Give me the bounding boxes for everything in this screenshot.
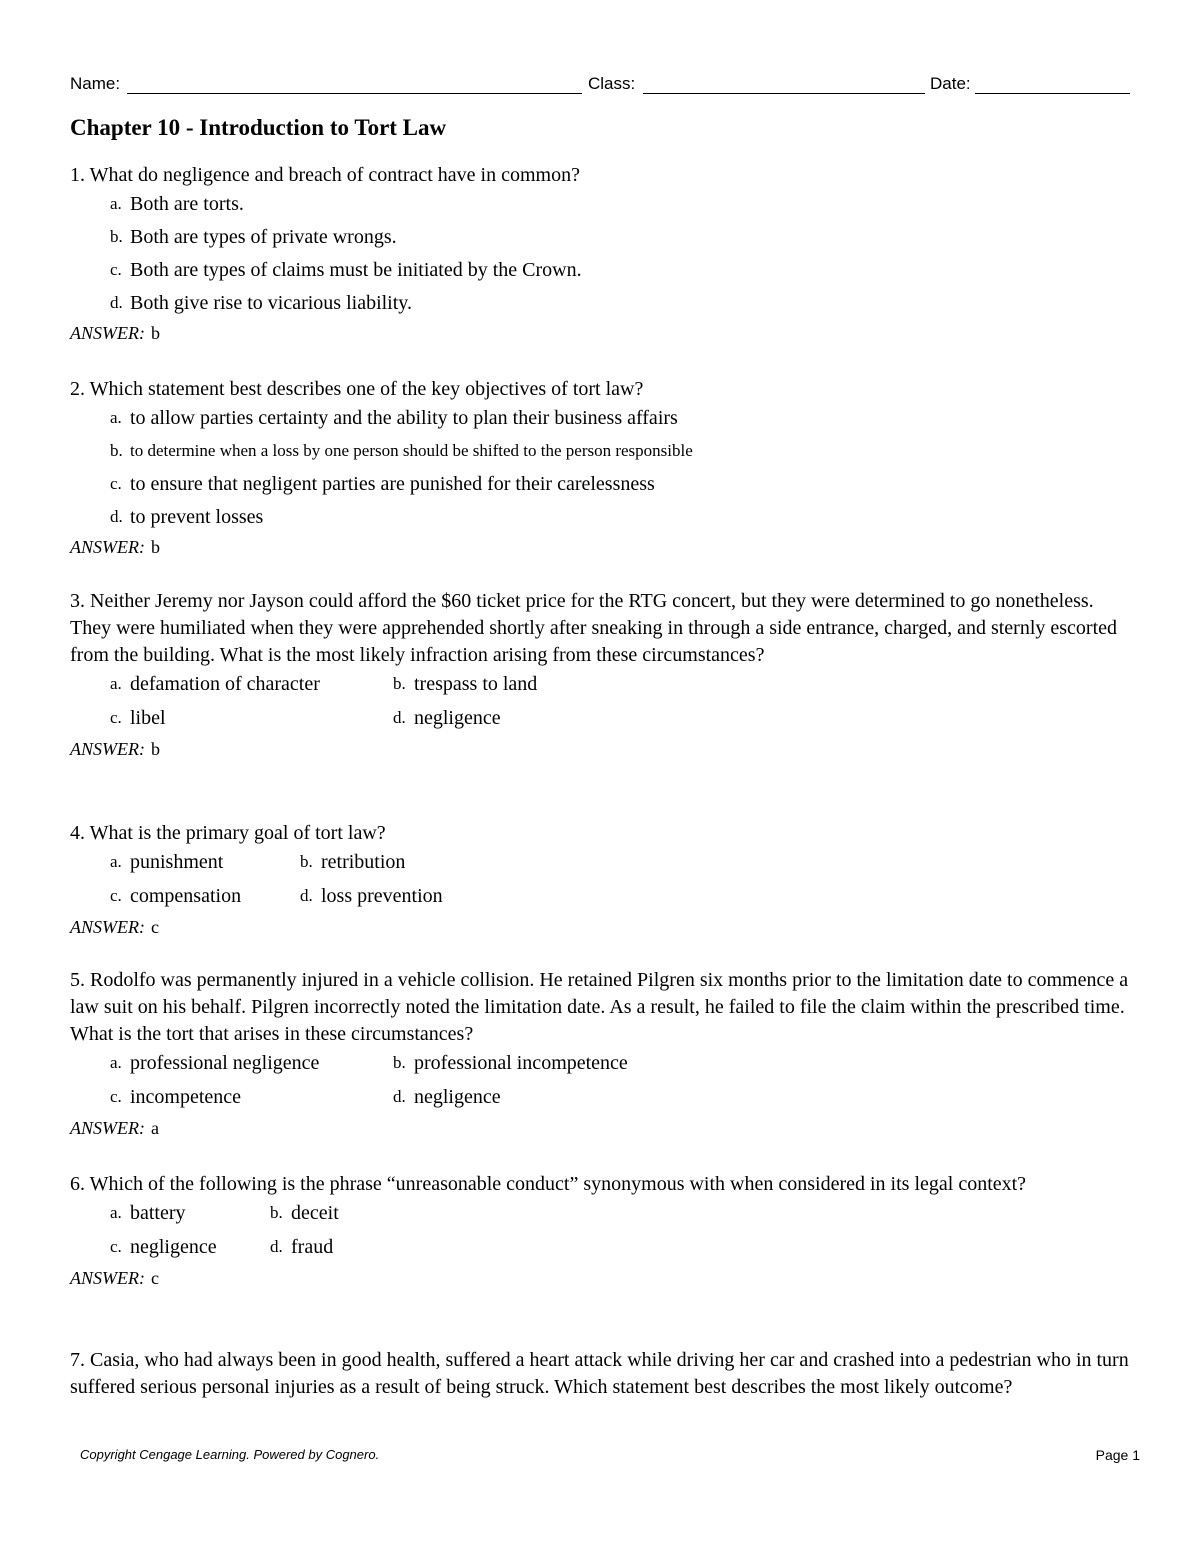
copyright-text: Copyright Cengage Learning. Powered by Cognero.	[80, 1447, 380, 1462]
page-number: Page 1	[1095, 1447, 1140, 1463]
answer-line	[70, 1266, 1132, 1290]
option-letter: c.	[110, 474, 122, 493]
option-letter: b.	[270, 1203, 283, 1222]
option-letter: c.	[110, 1237, 122, 1256]
option-d	[70, 502, 1132, 535]
option-text: trespass to land	[414, 673, 538, 695]
student-info-header	[70, 72, 1130, 96]
page-footer	[80, 1447, 1140, 1462]
option-text: loss prevention	[321, 885, 443, 907]
option-row	[70, 703, 1132, 737]
question-stem: What do negligence and breach of contract have in common?	[89, 164, 580, 186]
question-number: 4.	[70, 822, 85, 844]
question-6	[70, 1171, 1132, 1290]
answer-value: c	[150, 917, 159, 937]
option-letter: b.	[300, 852, 313, 871]
question-text	[70, 820, 1132, 847]
page-title: Chapter 10 - Introduction to Tort Law	[70, 115, 447, 140]
answer-label: ANSWER:	[70, 1268, 145, 1288]
answer-value: b	[150, 739, 160, 759]
option-text: negligence	[414, 1086, 501, 1108]
question-2	[70, 376, 1132, 559]
option-letter: a.	[110, 408, 122, 427]
option-letter: b.	[110, 227, 123, 246]
option-row	[70, 1048, 1132, 1082]
answer-line	[70, 737, 1132, 761]
question-number: 5.	[70, 969, 85, 991]
question-7	[70, 1347, 1132, 1401]
option-text: deceit	[291, 1202, 339, 1224]
option-text: professional negligence	[130, 1052, 320, 1074]
option-text: negligence	[414, 707, 501, 729]
question-number: 2.	[70, 378, 85, 400]
option-text: professional incompetence	[414, 1052, 628, 1074]
option-letter: c.	[110, 708, 122, 727]
option-letter: d.	[300, 886, 313, 905]
option-letter: c.	[110, 260, 122, 279]
question-text	[70, 588, 1132, 669]
option-text: to allow parties certainty and the ability to plan their business affairs	[130, 407, 678, 429]
option-text: defamation of character	[130, 673, 320, 695]
option-text: Both are types of claims must be initiated by the Crown.	[130, 259, 582, 281]
option-text: incompetence	[130, 1086, 242, 1108]
answer-label: ANSWER:	[70, 323, 145, 343]
option-letter: a.	[110, 1203, 122, 1222]
answer-value: b	[150, 537, 160, 557]
answer-label: ANSWER:	[70, 537, 145, 557]
question-stem: Rodolfo was permanently injured in a vehicle collision. He retained Pilgren six months prior to the limitation date to commence a law suit on his behalf. Pilgren incorrectly noted the limitation date. As a result, he failed to file the claim within the prescribed time. What is the tort that arises in these circumstances?	[70, 969, 1129, 1045]
answer-value: a	[150, 1118, 159, 1138]
name-line	[127, 93, 582, 94]
question-stem: Neither Jeremy nor Jayson could afford the $60 ticket price for the RTG concert, but they were determined to go nonetheless. They were humiliated when they were apprehended shortly after sneaking in through a side entrance, charged, and sternly escorted from the building. What is the most likely infraction arising from these circumstances?	[70, 590, 1118, 666]
option-letter: b.	[393, 1053, 406, 1072]
option-a	[70, 189, 1132, 222]
option-text: libel	[130, 707, 166, 729]
option-letter: a.	[110, 194, 122, 213]
option-letter: b.	[110, 441, 123, 460]
question-text	[70, 376, 1132, 403]
option-text: compensation	[130, 885, 242, 907]
option-letter: b.	[393, 674, 406, 693]
answer-label: ANSWER:	[70, 739, 145, 759]
option-text: Both give rise to vicarious liability.	[130, 292, 412, 314]
option-d	[70, 288, 1132, 321]
option-row	[70, 1198, 1132, 1232]
option-letter: d.	[270, 1237, 283, 1256]
question-5	[70, 967, 1132, 1140]
option-text: retribution	[321, 851, 406, 873]
option-b	[70, 222, 1132, 255]
option-letter: d.	[110, 293, 123, 312]
question-number: 3.	[70, 590, 85, 612]
option-letter: a.	[110, 1053, 122, 1072]
option-row	[70, 1232, 1132, 1266]
question-stem: Which statement best describes one of the key objectives of tort law?	[89, 378, 644, 400]
option-text: to ensure that negligent parties are punished for their carelessness	[130, 473, 655, 495]
class-label: Class:	[588, 74, 636, 93]
option-letter: d.	[393, 1087, 406, 1106]
answer-label: ANSWER:	[70, 917, 145, 937]
answer-line	[70, 321, 1132, 345]
question-1	[70, 162, 1132, 345]
option-row	[70, 881, 1132, 915]
question-stem: Which of the following is the phrase “unreasonable conduct” synonymous with when considered in its legal context?	[89, 1173, 1027, 1195]
option-text: battery	[130, 1202, 186, 1224]
question-text	[70, 162, 1132, 189]
question-stem: Casia, who had always been in good health, suffered a heart attack while driving her car and crashed into a pedestrian who in turn suffered serious personal injuries as a result of being struck. Which statement best describes the most likely outcome?	[70, 1349, 1129, 1398]
answer-value: b	[150, 323, 160, 343]
date-label: Date:	[930, 74, 971, 93]
question-text	[70, 967, 1132, 1048]
option-c	[70, 255, 1132, 288]
option-letter: c.	[110, 886, 122, 905]
option-letter: a.	[110, 674, 122, 693]
question-3	[70, 588, 1132, 761]
option-text: to prevent losses	[130, 506, 264, 528]
answer-value: c	[150, 1268, 159, 1288]
question-number: 1.	[70, 164, 85, 186]
option-letter: d.	[393, 708, 406, 727]
option-a	[70, 403, 1132, 436]
question-stem: What is the primary goal of tort law?	[89, 822, 386, 844]
option-row	[70, 1082, 1132, 1116]
answer-line	[70, 1116, 1132, 1140]
option-text: Both are torts.	[130, 193, 244, 215]
option-letter: a.	[110, 852, 122, 871]
date-line	[975, 93, 1130, 94]
answer-line	[70, 535, 1132, 559]
option-letter: d.	[110, 507, 123, 526]
option-text: fraud	[291, 1236, 334, 1258]
option-text: punishment	[130, 851, 224, 873]
answer-line	[70, 915, 1132, 939]
option-letter: c.	[110, 1087, 122, 1106]
option-text: negligence	[130, 1236, 217, 1258]
name-label: Name:	[70, 74, 121, 93]
answer-label: ANSWER:	[70, 1118, 145, 1138]
question-text	[70, 1171, 1132, 1198]
option-b	[70, 436, 1132, 469]
option-row	[70, 669, 1132, 703]
question-number: 7.	[70, 1349, 85, 1371]
option-text: Both are types of private wrongs.	[130, 226, 397, 248]
class-line	[643, 93, 925, 94]
option-row	[70, 847, 1132, 881]
option-text: to determine when a loss by one person should be shifted to the person responsible	[130, 441, 693, 460]
question-4	[70, 820, 1132, 939]
option-c	[70, 469, 1132, 502]
question-text	[70, 1347, 1132, 1401]
question-number: 6.	[70, 1173, 85, 1195]
